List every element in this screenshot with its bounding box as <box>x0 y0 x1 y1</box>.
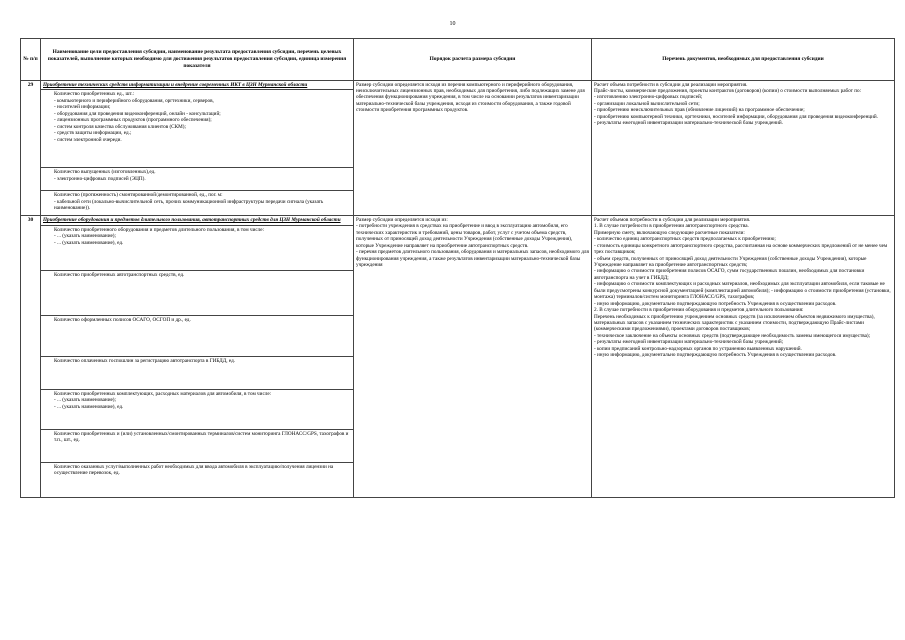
calculation-line: Размер субсидии определяется исходя из: <box>356 216 448 223</box>
indicator-line: Количество приобретенного оборудования и предметов длительного пользования, в том числе: <box>54 226 265 233</box>
documents-line: Перечень необходимых к приобретению учреждением основных средств (за исключением объектов недвижимого имущества), материальных запасов с указанием технических характеристик с указанием стоимости, подтверждающую Прайс-листами (коммерческими предложениями), проектами договоров поставщиков; <box>594 313 875 333</box>
header-documents: Перечень документов, необходимых для предоставления субсидии <box>592 39 895 81</box>
indicator-line: - электронно-цифровых подписей (ЭЦП). <box>54 175 146 182</box>
indicator-line: - средств защиты информации, ед.; <box>54 130 132 137</box>
documents-line: Прайс-листы, коммерческие предложения, проекты контрактов (договоров) (копии) о стоимости выполняемых работ по: <box>594 87 862 94</box>
documents-line: - организации локальной вычислительной сети; <box>594 100 700 107</box>
goal-cell <box>41 81 354 216</box>
indicator-block <box>41 356 353 389</box>
indicator-block <box>41 389 353 429</box>
indicator-line: Количество приобретенных ед., шт.: <box>54 91 135 98</box>
indicator-block <box>41 190 353 215</box>
documents-line: - количество единиц автотранспортных средств предполагаемых к приобретению; <box>594 236 776 243</box>
documents-line: - копии предписаний контрольно-надзорных органов по устранению выявленных нарушений. <box>594 345 802 352</box>
indicator-line: Количество приобретенных комплектующих, расходных материалов для автомобиля, в том числе: <box>54 390 272 397</box>
indicator-line: Количество выпущенных (изготовленных),ед. <box>54 169 156 176</box>
table-row <box>21 216 895 497</box>
indicator-line: - оборудования для проведения видеоконференций, онлайн - консультаций; <box>54 110 221 117</box>
documents-line: - иную информацию, документально подтверждающую потребность Учреждения в осуществлении расходов. <box>594 300 837 307</box>
goal-cell <box>41 216 354 497</box>
indicator-line: - компьютерного и периферийного оборудования, оргтехники, серверов, <box>54 97 214 104</box>
documents-line: - информацию о стоимости комплектующих и расходных материалов, необходимых для эксплуатации автомобиля, если таковые не были предусмотрены конкурсной документацией (комплектацией автомобиля); - информацию о стоимости приобретения (установки, монтажа) терминалов/систем мониторинга ГЛОНАСС/GPS, тахографов; <box>594 281 891 301</box>
table-row <box>21 81 895 216</box>
indicator-block <box>41 462 353 497</box>
documents-line: - техническое заключение на объекты основных средств (подтверждающее необходимость замены имеющегося имущества); <box>594 332 871 339</box>
indicator-line: Количество оформленных полисов ОСАГО, ОСГОП и др., ед. <box>54 316 191 323</box>
subsidy-table <box>20 38 895 498</box>
documents-line: - результаты ежегодной инвентаризации материально-технической базы учреждений; <box>594 339 784 346</box>
indicator-block <box>41 167 353 190</box>
documents-line: Примерную смету, включающую следующие расчетные показатели: <box>594 229 745 236</box>
documents-line: - стоимость единицы конкретного автотранспортного средства, рассчитанная на основе коммерческих предложений от не менее чем трех поставщиков; <box>594 242 888 256</box>
indicator-line: - ... (указать наименование), ед. <box>54 403 124 410</box>
documents-line: Расчет объемов потребности в субсидии для реализации мероприятия. <box>594 216 751 223</box>
indicator-line: Количество оплаченных госпошлин за регистрацию автотранспорта в ГИБДД, ед. <box>54 357 236 364</box>
indicator-line: - носителей информации; <box>54 104 111 111</box>
indicator-line: - систем электронной очереди. <box>54 136 122 143</box>
indicator-line: - ... (указать наименование), ед. <box>54 239 124 246</box>
indicator-line: Количество приобретенных и (или) установленных/смонтированных терминалов/систем мониторинга ГЛОНАСС/GPS, тахографов и т.п., шт., ед. <box>54 430 349 444</box>
indicator-line: - кабельной сети (локально-вычислительной сеть, прочих коммуникационной инфраструктуры передачи сигнала (указать наименование)). <box>54 198 324 212</box>
documents-line: - приобретению неисключительных прав (обновление лицензий) на программное обеспечение; <box>594 107 805 114</box>
indicator-block <box>41 270 353 315</box>
documents-line: - объем средств, полученных от приносящей доход деятельности Учреждения (собственные доходы Учреждения), которые Учреждение направляет на приобретение автотранспортных средств; <box>594 255 867 268</box>
header-goal: Наименование цели предоставления субсидии, наименование результата предоставления субсидии, перечень целевых показателей, выполнение которых необходимо для достижения результатов предоставления субсидии, единица измерения показателя <box>41 39 354 81</box>
indicator-line: - лицензионных программных продуктов (программного обеспечения); <box>54 117 212 124</box>
calculation-cell <box>354 81 592 216</box>
documents-line: 2. В случае потребности в приобретении оборудования и предметов длительного пользования: <box>594 307 804 314</box>
documents-cell <box>592 216 895 497</box>
calculation-line: Размер субсидии определяется исходя из перечня компьютерного и периферийного оборудования, неисключительных лицензионных прав, необходимых для приобретения, либо подлежащих замене для обеспечения функционирования учреждения, в том числе на основании результатов инвентаризации материально-технической базы учреждения, исходя из стоимости оборудования, а также годовой стоимости приобретения программных продуктов. <box>356 81 585 114</box>
row-number: 29 <box>21 81 41 216</box>
indicator-block <box>41 429 353 462</box>
calculation-cell <box>354 216 592 497</box>
indicator-block <box>41 315 353 356</box>
documents-line: Расчет объема потребности в субсидии для реализации мероприятия. <box>594 81 748 88</box>
indicator-line: - ... (указать наименование); <box>54 397 116 404</box>
documents-line: - приобретению компьютерной техники, оргтехники, носителей информации, оборудования для проведения видеоконференций. <box>594 113 878 120</box>
documents-line: - результаты ежегодной инвентаризации материально-технической базы учреждений. <box>594 120 783 127</box>
goal-title: Приобретение технических средств информатизации и внедрение современных ИКТ в ЦЗН Мурманской области <box>43 82 308 88</box>
header-num: № п/п <box>21 39 41 81</box>
indicator-line: Количество оказанных услуг/выполненных работ необходимых для ввода автомобиля в эксплуатацию/получения лицензии на осуществление перевозок, ед. <box>54 463 334 477</box>
documents-line: - иную информацию, документально подтверждающую потребность Учреждения в осуществлении расходов. <box>594 352 837 359</box>
indicator-line: - ... (указать наименование); <box>54 233 116 240</box>
indicator-line: Количество приобретенных автотранспортных средств, ед. <box>54 271 185 278</box>
indicator-block <box>41 89 353 167</box>
row-number: 30 <box>21 216 41 497</box>
documents-line: - изготовлению электронно-цифровых подписей; <box>594 94 703 101</box>
calculation-line: - потребности учреждения в средствах на приобретение и ввод в эксплуатацию автомобиля, его технических характеристик и требований, цены товаров, работ, услуг с учетом объема средств, полученных от приносящей доход деятельности Учреждения (собственные доходы Учреждения), которые Учреждение направляет на приобретение автотранспортных средств. <box>356 223 573 249</box>
documents-line: - информацию о стоимости приобретения полисов ОСАГО, сумм государственных пошлин, необходимых для постановки автотранспорта на учет в ГИБДД; <box>594 268 865 281</box>
table-header-row <box>21 39 895 81</box>
header-calculation: Порядок расчета размера субсидии <box>354 39 592 81</box>
calculation-line: - перечня предметов длительного пользования, оборудования и материальных запасов, необходимого для функционирования учреждения, а также результатов инвентаризации материально-технической базы учреждения <box>356 249 589 268</box>
goal-title: Приобретение оборудования и предметов длительного пользования, автотранспортных средств для ЦЗН Мурманской области <box>43 217 341 224</box>
documents-line: 1. В случае потребности в приобретении автотранспортного средства. <box>594 223 749 230</box>
indicator-line: - систем контроля качества обслуживания клиентов (СКМ); <box>54 123 186 130</box>
indicator-block <box>41 225 353 270</box>
page-number: 10 <box>449 21 456 27</box>
documents-cell <box>592 81 895 216</box>
indicator-line: Количество (протяженность) смонтированной/демонтированной, ед., пог. м: <box>54 192 223 199</box>
